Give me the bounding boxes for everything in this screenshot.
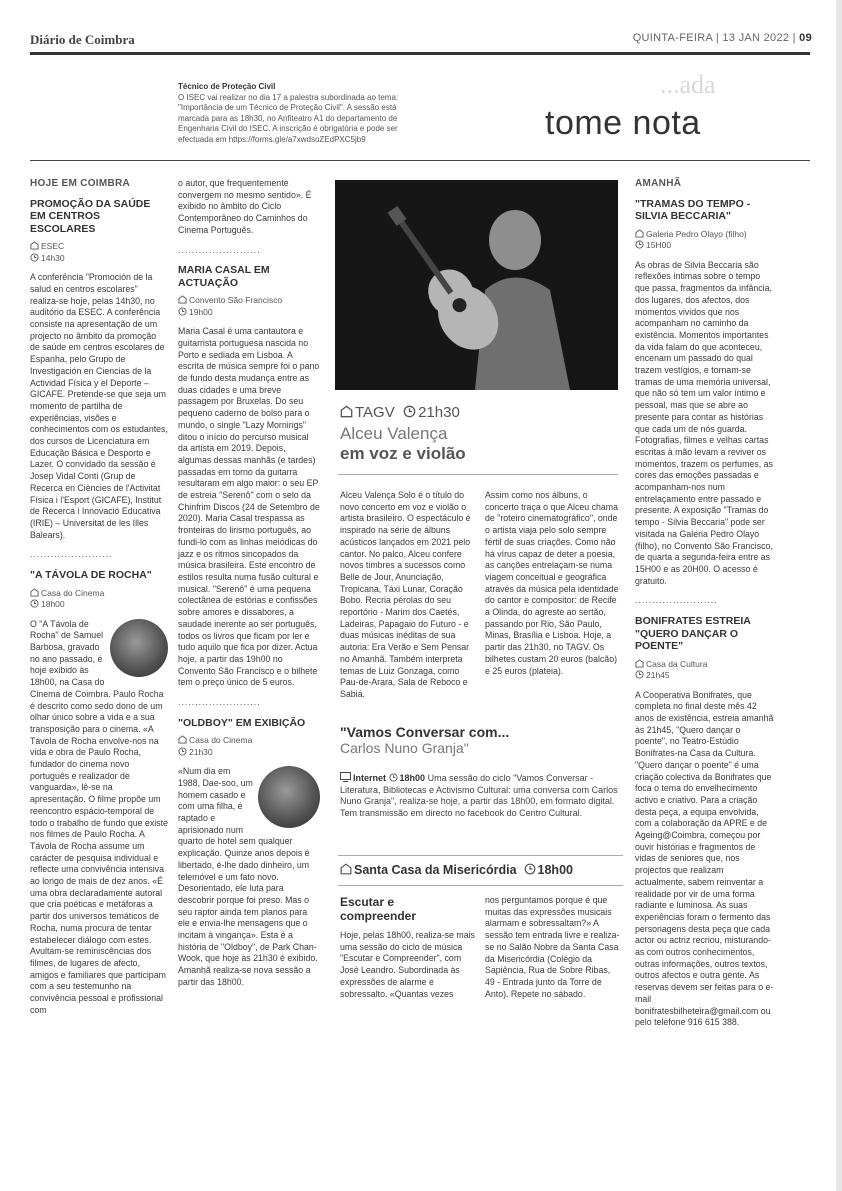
headline-line2: Carlos Nuno Granja" xyxy=(340,740,469,756)
event-time: 15H00 xyxy=(646,240,672,251)
section-label: AMANHÃ xyxy=(635,178,682,189)
clock-icon xyxy=(178,307,187,316)
round-photo xyxy=(258,766,320,828)
event-place: ESEC xyxy=(41,241,65,252)
event-time: 18h00 xyxy=(41,599,65,610)
article-body: As obras de Silvia Beccaria são reflexões íntimas sobre o tempo que passa, fragmentos da infância, dos lugares, dos afectos, dos momentos vividos que nos acompanham no caminho da existência. Momentos importantes da vida falam do que aconteceu, encenam um passado do qual trazem vestígios, e tornam-se tramas de uma memória universal, que não só tem um valor íntimo e pessoal, mas que se abre ao presente para contar as histórias que cada um de nós guarda. Fotografias, filmes e velhas cartas escritas à mão levam a reviver os momentos, trazem os perfumes, as cores das emoções passadas e acompanham-nos num entrelaçamento entre passado e presente. A exposição "Tramas do tempo - Silvia Beccaria" pode ser visitada na Galeria Pedro Olayo (filho), no Convento São Francisco, de quarta a segunda-feira entre as 15H00 e as 20H00. O acesso é gratuito. xyxy=(635,259,773,586)
article-continuation: o autor, que frequentemente convergem no mesmo sentido». É exibido no âmbito do Ciclo Contemporâneo do Caminhos do Cinema Português. xyxy=(178,178,312,235)
headline-line1: "Vamos Conversar com... xyxy=(340,724,510,740)
article-title: MARIA CASAL EM ACTUAÇÃO xyxy=(178,264,270,289)
building-icon xyxy=(178,735,187,744)
article-body: Assim como nos álbuns, o concerto traça o que Alceu chama de "roteiro cinematográfico", onde o artista viaja pelo solo sempre fértil de suas criações. Como não há vírus capaz de deter a poesia, as canções entrelaçam-se numa viagem conceitual e geográfica através da música pela identidade do cantor e compositor: de Recife a Olinda, do agreste ao sertão, passando por Rio, São Paulo, Minas, Brasília e Lisboa. Hoje, a partir das 21h30, no TAGV. Os bilhetes custam 20 euros (balcão) e 25 euros (plateia). xyxy=(485,490,619,676)
divider xyxy=(338,474,618,475)
event-time: 14h30 xyxy=(41,252,65,263)
clock-icon xyxy=(389,773,398,782)
page-number: 09 xyxy=(799,32,812,44)
article-body: A Cooperativa Bonifrates, que completa no final deste mês 42 anos de existência, estreia amanhã às 21h45, "Quero dançar o poente", no Teatro-Estúdio Bonifrates-na Casa da Cultura. "Quero dançar o poente" é uma criação colectiva da Bonifrates que foca o tema do envelhecimento activo e criativo. Para a criação desta peça, a equipa envolvida, com a colaboração da APRE e de Ageing@Coimbra, começou por ouvir histórias e fragmentos de vidas de seniores que, nos projectos que realizam actualmente, sabem reinventar a realidade por vir de uma forma radiante e luminosa. As suas experiências foram o fermento das personagens desta peça que cada actor ou actriz recriou, misturando-as com outros conhecimentos, outras informações, outros textos, outros afectos e outra gente. As reservas devem ser feitas para o e-mail bonifratesbilheteira@gmail.com ou pelo telefone 916 615 388. xyxy=(635,689,774,1028)
section-title: tome nota xyxy=(545,104,701,142)
header-rule xyxy=(30,52,810,55)
clock-icon xyxy=(30,599,39,608)
event-place: Convento São Francisco xyxy=(189,295,283,306)
clock-icon xyxy=(524,863,536,875)
event-info xyxy=(30,241,168,264)
article-title: "OLDBOY" EM EXIBIÇÃO xyxy=(178,716,306,729)
article-body: A conferência "Promoción de la salud en centros escolares" realiza-se hoje, pelas 14h30, no auditório da ESEC. A conferência consiste na apresentação de um projecto no âmbito da promoção de saúde em centros escolares de Espanha, pelo Grupo de Investigación en Ciencias de la Actividad Física y el Deporte – GICAFE. Pretende-se que seja um momento de partilha de experiências, visões e conhecimentos com os estudantes, dos cursos de Licenciatura em Educação Básica e Desporto e Lazer. O convidado da sessão é Josep Vidal Conti (Grup de Recerca en Ciències de l'Activitat Física i l'Esport (GICAFE), Institut de Recerca i Innovació Educativa (IRIE) – Universitat de les Illes Balears). xyxy=(30,272,168,540)
separator-dots: ........................ xyxy=(635,595,718,606)
column-two xyxy=(178,178,320,997)
event-info xyxy=(178,295,320,318)
clock-icon xyxy=(635,670,644,679)
headline-line2: em voz e violão xyxy=(340,444,466,463)
event-place: Galeria Pedro Olayo (filho) xyxy=(646,228,747,239)
event-info xyxy=(635,229,775,252)
round-photo xyxy=(110,619,168,677)
event-time: 21h30 xyxy=(189,746,213,757)
article-body: «Num dia em 1988, Dae-soo, um homem casado e com uma filha, é raptado e aprisionado num quarto de hotel sem qualquer explicação. Quinze anos depois é libertado, é-lhe dado dinheiro, um telemóvel e um fato novo. Desorientado, ele luta para descobrir porque foi preso. Mas o seu raptor ainda tem planos para ele e envia-lhe mensagens que o incitam à vingança». Esta é a história de "Oldboy", de Park Chan-Wook, que hoje às 21h30 é exibido. Amanhã realiza-se nova sessão a partir das 18h00. xyxy=(178,766,318,987)
article-photo xyxy=(335,180,618,390)
notice-box xyxy=(178,82,418,145)
event-info xyxy=(178,735,320,758)
article-title: PROMOÇÃO DA SAÚDE EM CENTROS ESCOLARES xyxy=(30,197,151,235)
article-body: O "A Távola de Rocha" de Samuel Barbosa, gravado no ano passado, é hoje exibido às 18h00, na Casa do Cinema de Coimbra. Paulo Rocha é descrito como sedo dono de um olhar único sobre a vida e a sua transposição para o cinema. «A Távola de Rocha envolve-nos na vida e obra de Paulo Rocha, fundador do cinema novo português e realizador de vanguarda», lê-se na apresentação. O filme propõe um reencontro espácio-temporal de todo o trabalho de fundo que existe nos filmes de Paulo Rocha. A Távola de Rocha assume um carácter de pesquisa individual e reflecte uma convivência intensiva ao longo de mais de dez anos. «É uma obra declaradamente autoral que cria poéticas e metáforas a partir dos universos temáticos de Rocha, numa procura de tentar estabelecer diálogo com estes. Avultam-se reminiscências dos filmes, de lugares de afecto, amigos e familiares que participam com a seu testemunho na convivência pessoal e profissional com xyxy=(30,618,168,1015)
event-place: Casa do Cinema xyxy=(41,587,105,598)
building-icon xyxy=(635,659,644,668)
event-place: Casa do Cinema xyxy=(189,735,253,746)
event-bar xyxy=(340,404,460,421)
event-time: 21h45 xyxy=(646,670,670,681)
event-place: Internet xyxy=(353,773,387,783)
divider xyxy=(338,885,623,886)
event-time: 18h00 xyxy=(399,773,426,783)
guitarist-photo xyxy=(335,180,618,390)
separator-dots: ........................ xyxy=(30,549,113,560)
event-place: TAGV xyxy=(355,404,395,421)
building-icon xyxy=(30,241,39,250)
event-time: 19h00 xyxy=(189,306,213,317)
event-description: Uma sessão do ciclo "Vamos Conversar - Literatura, Bibliotecas e Activismo Cultural: uma conversa com Carlos Nuno Granja", realiza-se hoje, a partir das 18h00, em formato digital. Tem transmissão em directo no facebook do Centro Cultural. xyxy=(340,773,618,818)
notice-body: O ISEC vai realizar no dia 17 a palestra subordinada ao tema: "Importância de um Técnico de Proteção Civil". A sessão está marcada para as 18h30, no Anfiteatro A1 do departamento de Engenharia Civil do ISEC. A inscrição é obrigatória e pode ser efectuada em https://forms.gle/a7xwdsoZEdPXC5jb9 xyxy=(178,92,399,144)
event-place: Santa Casa da Misericórdia xyxy=(354,863,517,877)
event-place: Casa da Cultura xyxy=(646,658,708,669)
event-info xyxy=(30,588,168,611)
headline xyxy=(340,724,640,756)
building-icon xyxy=(340,863,352,875)
separator-dots: ........................ xyxy=(178,697,261,708)
show-through-text: ...ada xyxy=(660,70,716,99)
clock-icon xyxy=(403,405,416,418)
building-icon xyxy=(635,229,644,238)
article-body xyxy=(340,772,620,819)
event-time: 21h30 xyxy=(418,404,460,421)
headline xyxy=(340,424,600,464)
column-amanha xyxy=(635,178,775,1037)
building-icon xyxy=(340,405,353,418)
event-bar xyxy=(340,863,573,877)
building-icon xyxy=(30,588,39,597)
article-body: Hoje, pelas 18h00, realiza-se mais uma sessão do ciclo de música "Escutar e Compreender", com José Leandro. Subordinada às expressões de alarme e sobressalto. «Quantas vezes xyxy=(340,930,475,999)
issue-date: 13 JAN 2022 xyxy=(722,32,790,44)
article-title: Escutar e compreender xyxy=(340,895,417,923)
notice-title: Técnico de Proteção Civil xyxy=(178,82,276,91)
article-body: Maria Casal é uma cantautora e guitarrista portuguesa nascida no Porto e sediada em Lisboa. A escrita de música sempre foi o pano de fundo desta mudança entre as duas cidades e uma breve passagem por Bruxelas. Do seu pequeno caderno de bolso para o mundo, o single "Lazy Mornings" ditou o início do percurso musical da artista em 2019. Depois, algumas dessas manhãs (e tardes) passadas em torno da guitarra resultaram em algo maior: o seu EP de estreia "Serenô" com o selo da Chinfrim Discos (24 de Setembro de 2020). Maria Casal trespassa as fronteiras do lirismo português, ao fundi-lo com as linhas meiódicas do jazz e os ritmos sincopados da música brasileira. Este encontro de estilos resulta numa fusão cultural e musical. "Serenô" é uma pequena colectânea de estórias e confissões sobre amores e dissabores, a saudade inerente ao ser português, todos os livros que ficam por ler e tudo aquilo que fica por dizer. Actua hoje, a partir das 19h00 no Convento São Francisco e o bilhete tem o preço único de 5 euros. xyxy=(178,326,320,688)
article-title: "A TÁVOLA DE ROCHA" xyxy=(30,569,152,582)
building-icon xyxy=(178,295,187,304)
divider xyxy=(338,855,623,856)
article-body: nos perguntamos porque é que muitas das expressões musicais alarmam e sobressaltam?» A sessão tem entrada livre e realiza-se no Salão Nobre da Santa Casa da Misericórdia (Colégio da Sapiência, Rua de Sobre Ribas, 49 - Entrada junto da Torre de Anto). Repete no sábado. xyxy=(485,895,620,999)
section-label: HOJE EM COIMBRA xyxy=(30,178,131,189)
article-title: "TRAMAS DO TEMPO - SILVIA BECCARIA" xyxy=(635,197,751,223)
article-title: BONIFRATES ESTREIA "QUERO DANÇAR O POENTE" xyxy=(635,615,751,653)
section-rule xyxy=(30,160,810,161)
scan-edge xyxy=(836,0,842,1191)
separator-dots: ........................ xyxy=(178,244,261,255)
headline-line1: Alceu Valença xyxy=(340,424,448,443)
article-body: Alceu Valença Solo é o título do novo concerto em voz e violão o artista brasileiro. O espectáculo é inspirado na série de álbuns acústicos lançados em 2021 pelo cantor. No palco, Alceu confere novos timbres a sucessos como Belle de Jour, Anunciação, Tropicana, Táxi Lunar, Coração Bobo. Recria pérolas do seu reportório - Marim dos Caetés, Ladeiras, Papagaio do Futuro - e duas músicas inéditas de sua autoria: Era Verão e Sem Pensar no Amanhã. Também interpreta temas de Luiz Gonzaga, como Pau-de-Arara, Sala de Reboco e Sabiá. xyxy=(340,490,471,699)
event-time: 18h00 xyxy=(537,863,573,877)
event-info xyxy=(635,659,775,682)
weekday: QUINTA-FEIRA xyxy=(632,32,713,44)
masthead-logo: Diário de Coimbra xyxy=(30,32,135,47)
clock-icon xyxy=(635,240,644,249)
clock-icon xyxy=(30,253,39,262)
column-hoje xyxy=(30,178,168,1024)
clock-icon xyxy=(178,747,187,756)
date-line: QUINTA-FEIRA | 13 JAN 2022 | 09 xyxy=(632,32,812,44)
monitor-icon xyxy=(340,772,351,782)
